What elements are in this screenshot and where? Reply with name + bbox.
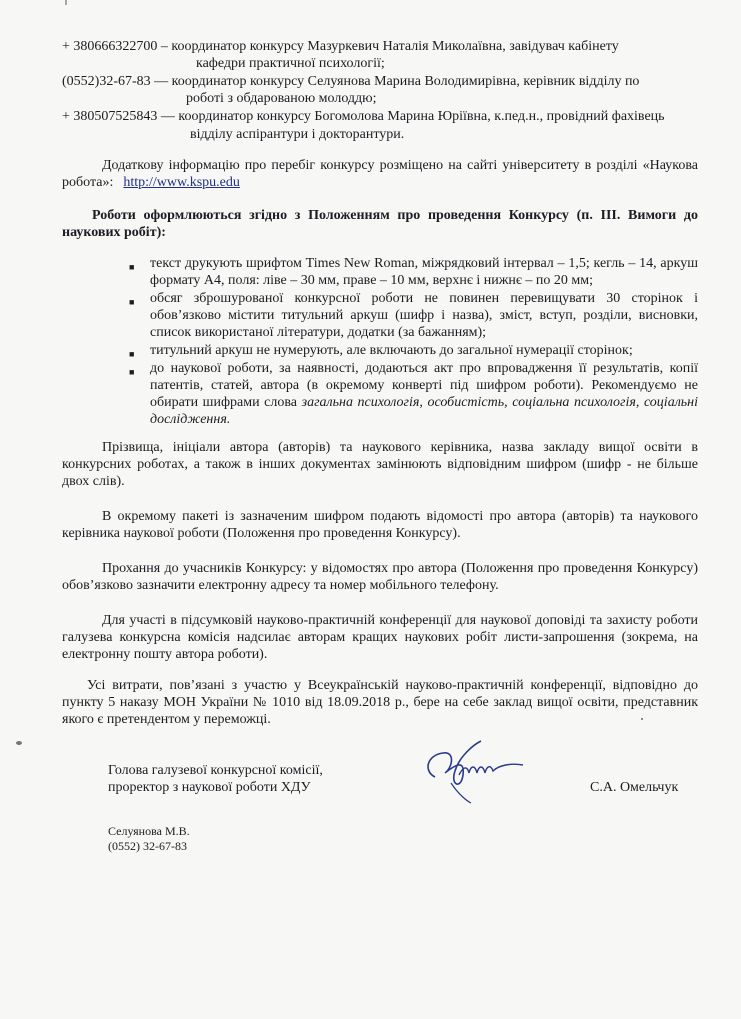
contact-2-line-1: (0552)32-67-83 — координатор конкурсу Селуянова Марина Володимирівна, керівник відділу по [62,74,640,89]
conference-paragraph: Для участі в підсумковій науково-практичній конференції для наукової доповіді та захисту роботи галузева конкурсна комісія надсилає авторам кращих наукових робіт листи-запрошення (зокрема, на електронну пошту автора роботи). [62,613,698,662]
executor-name: Селуянова М.В. [108,824,190,838]
additional-info-text: Додаткову інформацію про перебіг конкурсу розміщено на сайті університету в розділі «Наукова робота»: [62,158,698,190]
contact-1-line-2: кафедри практичної психології; [196,56,385,71]
requirement-item-4-text: до наукової роботи, за наявності, додаються акт про впровадження її результатів, копії патентів, статей, автора (в окремому конверті під шифром роботи). Рекомендуємо не обирати шифрами слова [150,361,698,410]
requirements-heading: Роботи оформлюються згідно з Положенням про проведення Конкурсу (п. ІІІ. Вимоги до наукових робіт): [62,208,698,240]
cipher-paragraph: Прізвища, ініціали автора (авторів) та наукового керівника, назва закладу вищої освіти в конкурсних роботах, а також в інших документах замінюють відповідним шифром (шифр - не більше двох слів). [62,440,698,489]
signatory-title-line-1: Голова галузевої конкурсної комісії, [108,763,323,778]
requirement-item-2: обсяг зброшурованої конкурсної роботи не повинен перевищувати 30 сторінок і обов’язково містити титульний аркуш (шифр і назва), зміст, вступ, розділи, висновки, список використаної літератури, додатки (за бажанням); [150,291,698,340]
expenses-paragraph: Усі витрати, пов’язані з участю у Всеукраїнській науково-практичній конференції, відповідно до пункту 5 наказу МОН України № 1010 від 18.09.2018 р., бере на себе заклад вищої освіти, представник якого є претендентом у переможці. [62,678,698,727]
contact-3-line-2: відділу аспірантури і докторантури. [190,127,405,142]
request-paragraph: Прохання до учасників Конкурсу: у відомостях про автора (Положення про проведення Конкурсу) обов’язково зазначити електронну адресу та номер мобільного телефону. [62,561,698,593]
contact-1-line-1: + 380666322700 – координатор конкурсу Мазуркевич Наталія Миколаївна, завідувач кабінету [62,39,619,54]
signatory-title-line-2: проректор з наукової роботи ХДУ [108,780,311,795]
requirement-item-3: титульний аркуш не нумерують, але включають до загальної нумерації сторінок; [150,343,633,358]
executor-phone: (0552) 32-67-83 [108,839,187,853]
requirement-item-1: текст друкують шрифтом Times New Roman, міжрядковий інтервал – 1,5; кегль – 14, аркуш формату А4, поля: ліве – 30 мм, праве – 10 мм, верхнє і нижнє – по 20 мм; [150,256,698,288]
bullet-marker: ■ [129,262,135,272]
bullet-marker: ■ [129,349,135,359]
contact-2-line-2: роботі з обдарованою молоддю; [186,91,377,106]
contact-3-line-1: + 380507525843 — координатор конкурсу Богомолова Марина Юріївна, к.пед.н., провідний фахівець [62,109,665,124]
bullet-marker: ■ [129,297,135,307]
signatory-name: С.А. Омельчук [590,780,679,795]
university-site-link[interactable]: http://www.kspu.edu [123,175,240,190]
envelope-paragraph: В окремому пакеті із зазначеним шифром подають відомості про автора (авторів) та наукового керівника наукової роботи (Положення про проведення Конкурсу). [62,509,698,541]
requirement-item-4-examples: загальна психологія, особистість, соціальна психологія, соціальні дослідження. [150,395,699,427]
bullet-marker: ■ [129,367,135,377]
